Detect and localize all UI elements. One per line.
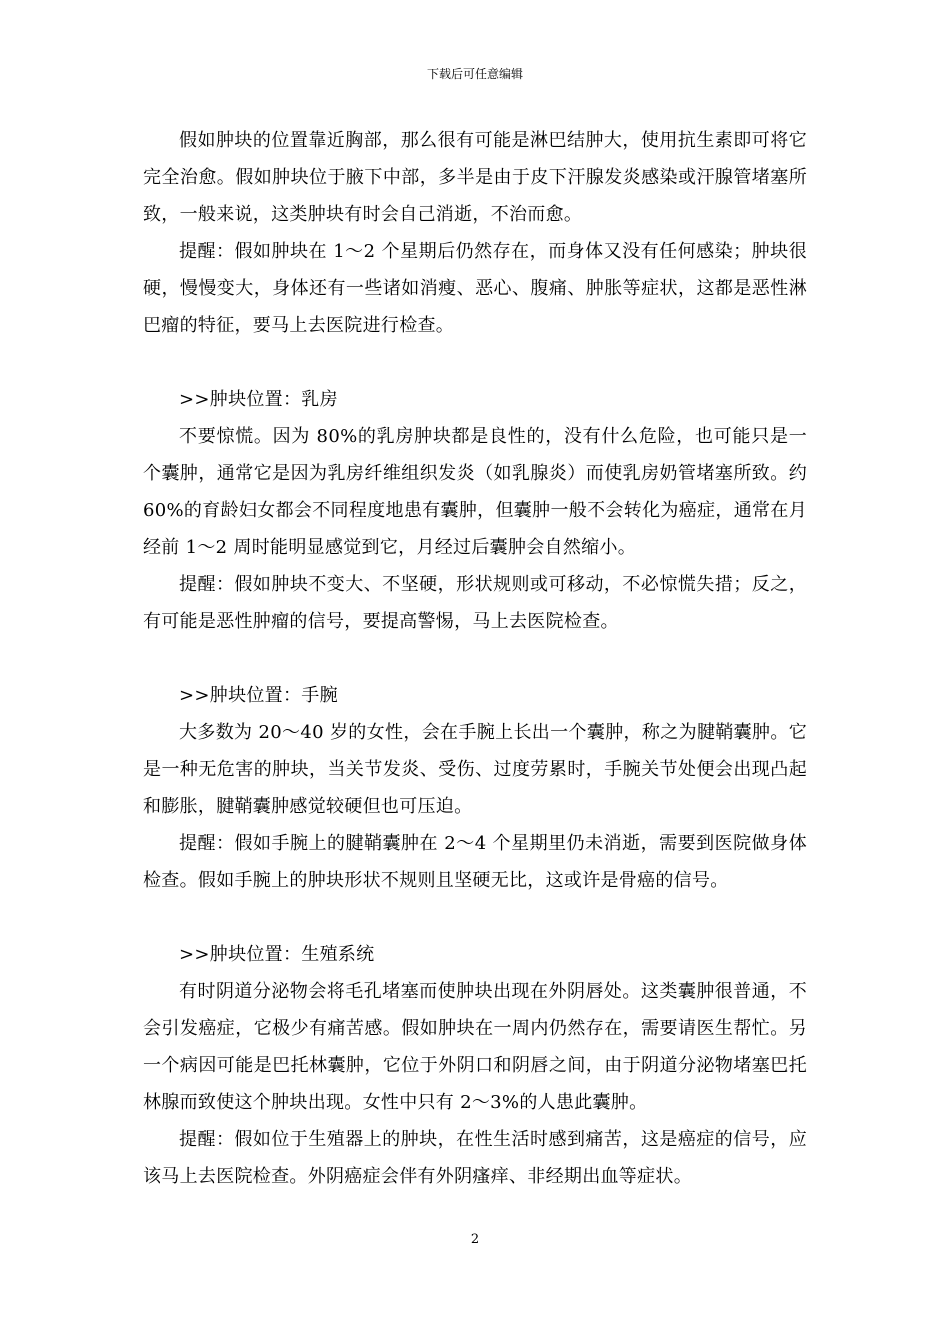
section-heading: >>肿块位置：乳房 [179, 389, 338, 410]
spacer [143, 640, 807, 677]
reminder-paragraph: 提醒：假如手腕上的腱鞘囊肿在 2～4 个星期里仍未消逝，需要到医院做身体检查。假如手腕上的肿块形状不规则且坚硬无比，这或许是骨癌的信号。 [143, 833, 807, 891]
section-heading: >>肿块位置：生殖系统 [179, 944, 375, 965]
paragraph: 大多数为 20～40 岁的女性，会在手腕上长出一个囊肿，称之为腱鞘囊肿。它是一种无危害的肿块，当关节发炎、受伤、过度劳累时，手腕关节处便会出现凸起和膨胀，腱鞘囊肿感觉较硬但也可压迫。 [143, 722, 807, 817]
reminder-paragraph: 提醒：假如肿块在 1～2 个星期后仍然存在，而身体又没有任何感染；肿块很硬，慢慢变大，身体还有一些诸如消瘦、恶心、腹痛、肿胀等症状，这都是恶性淋巴瘤的特征，要马上去医院进行检查。 [143, 241, 807, 336]
paragraph: 不要惊慌。因为 80%的乳房肿块都是良性的，没有什么危险，也可能只是一个囊肿，通常它是因为乳房纤维组织发炎（如乳腺炎）而使乳房奶管堵塞所致。约 60%的育龄妇女都会不同程度地患有囊肿，但囊肿一般不会转化为癌症，通常在月经前 1～2 周时能明显感觉到它，月经过后囊肿会自然缩小。 [143, 426, 807, 558]
paragraph: 假如肿块的位置靠近胸部，那么很有可能是淋巴结肿大，使用抗生素即可将它完全治愈。假如肿块位于腋下中部，多半是由于皮下汗腺发炎感染或汗腺管堵塞所致，一般来说，这类肿块有时会自己消逝，不治而愈。 [143, 130, 807, 225]
reminder-paragraph: 提醒：假如位于生殖器上的肿块，在性生活时感到痛苦，这是癌症的信号，应该马上去医院检查。外阴癌症会伴有外阴瘙痒、非经期出血等症状。 [143, 1129, 807, 1187]
section-heading: >>肿块位置：手腕 [179, 685, 338, 706]
spacer [143, 344, 807, 381]
section-wrist [143, 677, 807, 899]
section-intro [143, 122, 807, 344]
section-breast [143, 381, 807, 640]
page-header: 下载后可任意编辑 [426, 67, 523, 81]
reminder-paragraph: 提醒：假如肿块不变大、不坚硬，形状规则或可移动，不必惊慌失措；反之，有可能是恶性肿瘤的信号，要提高警惕，马上去医院检查。 [143, 574, 807, 632]
document-body [143, 122, 807, 1195]
paragraph: 有时阴道分泌物会将毛孔堵塞而使肿块出现在外阴唇处。这类囊肿很普通，不会引发癌症，它极少有痛苦感。假如肿块在一周内仍然存在，需要请医生帮忙。另一个病因可能是巴托林囊肿，它位于外阴口和阴唇之间，由于阴道分泌物堵塞巴托林腺而致使这个肿块出现。女性中只有 2～3%的人患此囊肿。 [143, 981, 807, 1113]
spacer [143, 899, 807, 936]
page-number: 2 [470, 1232, 480, 1247]
section-reproductive [143, 936, 807, 1195]
